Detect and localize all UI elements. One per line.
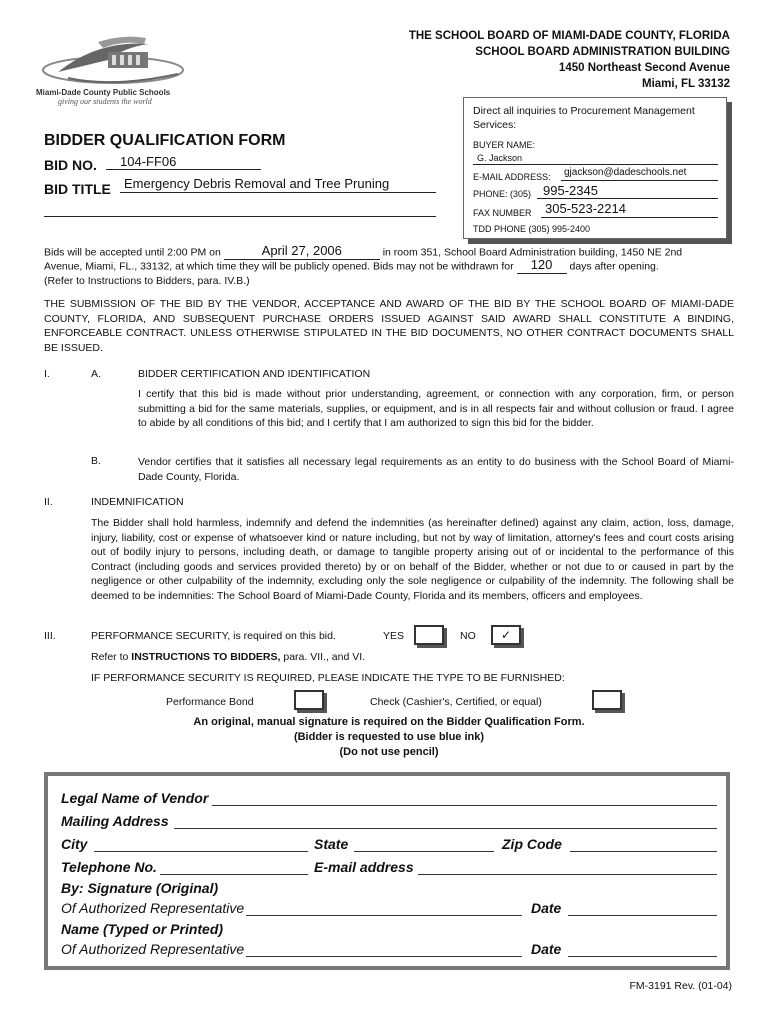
- header-block: [409, 28, 730, 92]
- bid-no-label: BID NO.: [44, 157, 97, 173]
- if-required-text: IF PERFORMANCE SECURITY IS REQUIRED, PLEASE INDICATE THE TYPE TO BE FURNISHED:: [91, 672, 565, 684]
- date-label-2: Date: [531, 941, 562, 957]
- telephone-field[interactable]: [160, 874, 308, 875]
- refer-pre: Refer to: [91, 651, 129, 663]
- vendor-box: [44, 772, 730, 970]
- yes-label: YES: [383, 630, 405, 642]
- bond-label: Performance Bond: [166, 696, 254, 708]
- tdd-phone: TDD PHONE (305) 995-2400: [473, 224, 591, 234]
- header-line3: 1450 Northeast Second Avenue: [558, 62, 730, 74]
- bond-checkbox[interactable]: [294, 690, 324, 710]
- name-typed-label: Name (Typed or Printed): [61, 921, 224, 937]
- phone-field[interactable]: 995-2345: [537, 183, 718, 199]
- telephone-label: Telephone No.: [61, 859, 157, 875]
- days-value: 120: [530, 257, 553, 272]
- refer-bold: INSTRUCTIONS TO BIDDERS,: [131, 651, 281, 663]
- buyer-field[interactable]: G. Jackson: [473, 153, 718, 165]
- submission-text: THE SUBMISSION OF THE BID BY THE VENDOR, ACCEPTANCE AND AWARD OF THE BID BY THE SCHOOL BOARD OF MIAMI-DADE COUNTY, FLORIDA, AND SUBSEQUENT PURCHASE ORDERS ISSUED AGAINST SAID AWARD SHALL CONSTITUTE A BINDING, ENFORCEABLE CONTRACT. UNLESS OTHERWISE STIPULATED IN THE BID DOCUMENTS, NO OTHER CONTRACT DOCUMENTS SHALL BE ISSUED.: [44, 298, 734, 354]
- inquiries-box: [463, 97, 727, 239]
- section1-num: I.: [44, 368, 50, 380]
- city-field[interactable]: [94, 851, 308, 852]
- bids-text2: in room 351, School Board Administration building, 1450 NE 2nd: [382, 246, 683, 259]
- bids-text4: days after opening.: [569, 260, 659, 273]
- mailing-field[interactable]: [174, 828, 717, 829]
- bids-paragraph: [44, 244, 734, 289]
- inquiries-intro: Direct all inquiries to Procurement Management Services:: [473, 105, 695, 131]
- phone-label: PHONE: (305): [473, 189, 532, 199]
- logo: [28, 30, 198, 110]
- signature-note-line1: An original, manual signature is required on the Bidder Qualification Form.: [193, 716, 585, 728]
- auth-rep-label-2: Of Authorized Representative: [61, 941, 245, 957]
- refer-line: [91, 651, 365, 663]
- legal-name-field[interactable]: [212, 805, 717, 806]
- bids-text3: Avenue, Miami, FL., 33132, at which time they will be publicly opened. Bids may not be withdrawn for: [44, 260, 514, 273]
- school-logo-icon: [28, 30, 198, 92]
- state-label: State: [314, 836, 349, 852]
- signature-field[interactable]: [246, 915, 522, 916]
- bid-title-field[interactable]: Emergency Debris Removal and Tree Pruning: [120, 176, 436, 193]
- signature-note-line3: (Do not use pencil): [339, 746, 439, 758]
- email-field[interactable]: gjackson@dadeschools.net: [561, 167, 718, 181]
- email-address-label: E-mail address: [314, 859, 414, 875]
- legal-name-label: Legal Name of Vendor: [61, 790, 209, 806]
- section2-text: The Bidder shall hold harmless, indemnify and defend the indemnities (as hereinafter defined) against any claim, action, loss, damage, injury, liability, cost or expense of whatsoever kind or nature including, but not by way of limitation, attorney's fees and court costs arising out of bodily injury to persons, including death, or damage to tangible property arising out of or incidental to the performance of this Contract (including goods and services provided thereto) by or on behalf of the Bidder, whether or not due to or caused in part by the negligence or other culpability of the indemnity, excluding only the sole negligence or culpability of the indemnity. The following shall be deemed to be indemnities: The School Board of Miami-Dade County, Florida and its members, officers and employees.: [91, 517, 734, 602]
- section1-b-letter: B.: [91, 455, 101, 467]
- section3-num: III.: [44, 630, 56, 642]
- section2-title: INDEMNIFICATION: [91, 496, 184, 508]
- section1-a-letter: A.: [91, 368, 101, 380]
- zip-label: Zip Code: [502, 836, 562, 852]
- bid-date-field[interactable]: [224, 244, 380, 260]
- zip-field[interactable]: [570, 851, 717, 852]
- section2-num: II.: [44, 496, 53, 508]
- logo-tagline: giving our students the world: [58, 97, 152, 106]
- bid-title-field-line2[interactable]: [44, 200, 436, 217]
- auth-rep-label-1: Of Authorized Representative: [61, 900, 245, 916]
- section1-b-text: Vendor certifies that it satisfies all necessary legal requirements as an entity to do business with the School Board of Miami-Dade County, Florida.: [138, 456, 734, 483]
- days-field[interactable]: [517, 259, 567, 274]
- header-line2: SCHOOL BOARD ADMINISTRATION BUILDING: [475, 46, 730, 58]
- state-field[interactable]: [354, 851, 494, 852]
- yes-checkbox[interactable]: [414, 625, 444, 645]
- vendor-email-field[interactable]: [418, 874, 717, 875]
- signature-note-line2: (Bidder is requested to use blue ink): [293, 731, 485, 743]
- refer-post: para. VII., and VI.: [283, 651, 366, 663]
- buyer-label: BUYER NAME:: [473, 140, 536, 150]
- printed-name-field[interactable]: [246, 956, 522, 957]
- fax-label: FAX NUMBER: [473, 208, 532, 218]
- bids-text1: Bids will be accepted until 2:00 PM on: [44, 246, 221, 259]
- section3-text: PERFORMANCE SECURITY, is required on this bid.: [91, 630, 336, 642]
- bids-text5: (Refer to Instructions to Bidders, para. IV.B.): [44, 275, 250, 287]
- fax-field[interactable]: 305-523-2214: [541, 201, 718, 218]
- header-line4: Miami, FL 33132: [642, 78, 730, 90]
- form-title: BIDDER QUALIFICATION FORM: [44, 132, 286, 149]
- bid-date-value: April 27, 2006: [261, 243, 342, 258]
- no-checkbox[interactable]: [491, 625, 521, 645]
- header-line1: THE SCHOOL BOARD OF MIAMI-DADE COUNTY, FLORIDA: [408, 30, 730, 42]
- date-label-1: Date: [531, 900, 562, 916]
- signature-note: [44, 715, 734, 760]
- date-field-2[interactable]: [568, 956, 717, 957]
- no-label: NO: [460, 630, 476, 642]
- bid-title-label: BID TITLE: [44, 181, 111, 197]
- section1-a-text: I certify that this bid is made without prior understanding, agreement, or connection with any corporation, firm, or person submitting a bid for the same materials, supplies, or equipment, and is in all respects fair and without collusion or fraud. I agree to abide by all conditions of this bid; and I certify that I am authorized to sign this bid for the bidder.: [138, 388, 734, 429]
- check-label: Check (Cashier's, Certified, or equal): [370, 696, 542, 708]
- check-checkbox[interactable]: [592, 690, 622, 710]
- mailing-label: Mailing Address: [61, 813, 169, 829]
- bid-no-field[interactable]: 104-FF06: [106, 154, 261, 170]
- date-field-1[interactable]: [568, 915, 717, 916]
- form-code: FM-3191 Rev. (01-04): [629, 980, 732, 992]
- no-check-mark: ✓: [500, 628, 512, 642]
- section1-a-title: BIDDER CERTIFICATION AND IDENTIFICATION: [138, 368, 371, 380]
- by-signature-label: By: Signature (Original): [61, 880, 219, 896]
- city-label: City: [61, 836, 88, 852]
- logo-org-name: Miami-Dade County Public Schools: [36, 88, 171, 97]
- email-label: E-MAIL ADDRESS:: [473, 172, 551, 182]
